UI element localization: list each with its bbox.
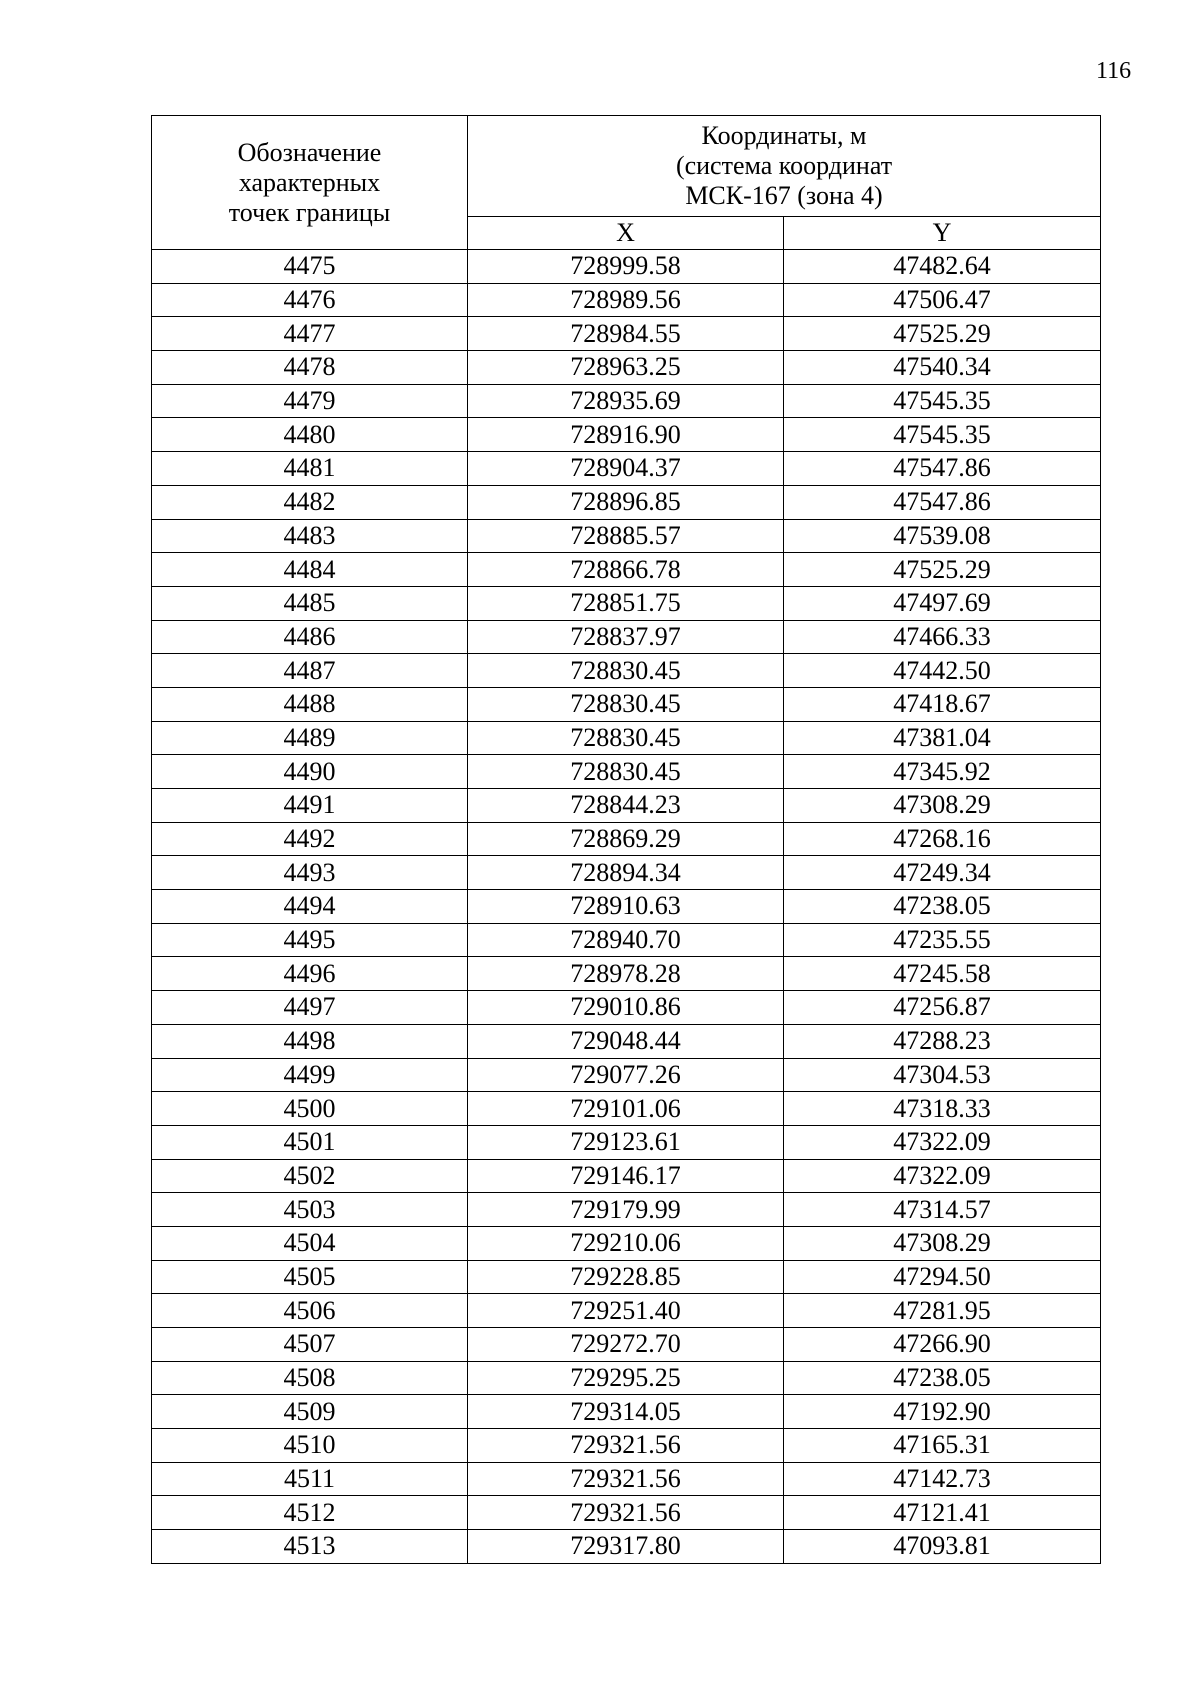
table-row	[152, 620, 1101, 654]
table-row	[152, 1294, 1101, 1328]
point-cell: 4482	[152, 485, 468, 519]
header-point-label-line: характерных	[238, 167, 381, 197]
x-cell: 728999.58	[468, 250, 784, 284]
x-cell: 729228.85	[468, 1260, 784, 1294]
table-row	[152, 822, 1101, 856]
x-cell: 729314.05	[468, 1395, 784, 1429]
y-cell: 47547.86	[784, 452, 1101, 486]
point-cell: 4502	[152, 1159, 468, 1193]
x-cell: 728830.45	[468, 721, 784, 755]
table-row	[152, 1024, 1101, 1058]
x-cell: 728940.70	[468, 923, 784, 957]
y-cell: 47345.92	[784, 755, 1101, 789]
x-cell: 729123.61	[468, 1125, 784, 1159]
point-cell: 4490	[152, 755, 468, 789]
x-cell: 729295.25	[468, 1361, 784, 1395]
point-cell: 4504	[152, 1226, 468, 1260]
point-cell: 4487	[152, 654, 468, 688]
y-cell: 47304.53	[784, 1058, 1101, 1092]
y-cell: 47294.50	[784, 1260, 1101, 1294]
header-point-label	[152, 116, 468, 250]
table-row	[152, 654, 1101, 688]
y-cell: 47547.86	[784, 485, 1101, 519]
y-cell: 47506.47	[784, 283, 1101, 317]
y-cell: 47381.04	[784, 721, 1101, 755]
x-cell: 728844.23	[468, 789, 784, 823]
point-cell: 4491	[152, 789, 468, 823]
table-row	[152, 317, 1101, 351]
x-cell: 728837.97	[468, 620, 784, 654]
y-cell: 47318.33	[784, 1092, 1101, 1126]
header-coordinates	[468, 116, 1101, 217]
x-cell: 728984.55	[468, 317, 784, 351]
table-row	[152, 586, 1101, 620]
x-cell: 728885.57	[468, 519, 784, 553]
point-cell: 4503	[152, 1193, 468, 1227]
point-cell: 4475	[152, 250, 468, 284]
header-coordinates-line: Координаты, м	[701, 121, 867, 150]
table-body	[152, 250, 1101, 1564]
point-cell: 4486	[152, 620, 468, 654]
point-cell: 4510	[152, 1429, 468, 1463]
point-cell: 4476	[152, 283, 468, 317]
table-row	[152, 1125, 1101, 1159]
x-cell: 728869.29	[468, 822, 784, 856]
table-row	[152, 1328, 1101, 1362]
y-cell: 47121.41	[784, 1496, 1101, 1530]
y-cell: 47093.81	[784, 1530, 1101, 1564]
page-number: 116	[1096, 58, 1132, 84]
y-cell: 47525.29	[784, 317, 1101, 351]
y-cell: 47245.58	[784, 957, 1101, 991]
x-cell: 728978.28	[468, 957, 784, 991]
point-cell: 4495	[152, 923, 468, 957]
point-cell: 4509	[152, 1395, 468, 1429]
point-cell: 4489	[152, 721, 468, 755]
point-cell: 4492	[152, 822, 468, 856]
point-cell: 4512	[152, 1496, 468, 1530]
y-cell: 47545.35	[784, 384, 1101, 418]
y-cell: 47281.95	[784, 1294, 1101, 1328]
y-cell: 47238.05	[784, 1361, 1101, 1395]
y-cell: 47256.87	[784, 991, 1101, 1025]
table-row	[152, 1193, 1101, 1227]
point-cell: 4484	[152, 553, 468, 587]
point-cell: 4478	[152, 351, 468, 385]
y-cell: 47268.16	[784, 822, 1101, 856]
x-cell: 728851.75	[468, 586, 784, 620]
table-row	[152, 485, 1101, 519]
y-cell: 47314.57	[784, 1193, 1101, 1227]
y-cell: 47322.09	[784, 1125, 1101, 1159]
header-coordinates-line: МСК-167 (зона 4)	[685, 181, 883, 210]
point-cell: 4505	[152, 1260, 468, 1294]
y-cell: 47266.90	[784, 1328, 1101, 1362]
table-row	[152, 553, 1101, 587]
y-cell: 47235.55	[784, 923, 1101, 957]
table-row	[152, 384, 1101, 418]
point-cell: 4481	[152, 452, 468, 486]
table-row	[152, 957, 1101, 991]
point-cell: 4507	[152, 1328, 468, 1362]
x-cell: 729321.56	[468, 1462, 784, 1496]
point-cell: 4500	[152, 1092, 468, 1126]
table-row	[152, 250, 1101, 284]
table-row	[152, 1530, 1101, 1564]
table-row	[152, 418, 1101, 452]
x-cell: 728963.25	[468, 351, 784, 385]
table-row	[152, 721, 1101, 755]
y-cell: 47466.33	[784, 620, 1101, 654]
x-cell: 728830.45	[468, 687, 784, 721]
table-row	[152, 1260, 1101, 1294]
y-cell: 47482.64	[784, 250, 1101, 284]
y-cell: 47308.29	[784, 1226, 1101, 1260]
point-cell: 4493	[152, 856, 468, 890]
x-cell: 728935.69	[468, 384, 784, 418]
table-row	[152, 283, 1101, 317]
header-axis-y: Y	[784, 217, 1101, 250]
point-cell: 4496	[152, 957, 468, 991]
x-cell: 729251.40	[468, 1294, 784, 1328]
table-row	[152, 1159, 1101, 1193]
y-cell: 47249.34	[784, 856, 1101, 890]
table-row	[152, 1361, 1101, 1395]
point-cell: 4508	[152, 1361, 468, 1395]
x-cell: 729077.26	[468, 1058, 784, 1092]
x-cell: 728896.85	[468, 485, 784, 519]
x-cell: 728904.37	[468, 452, 784, 486]
table-row	[152, 1496, 1101, 1530]
point-cell: 4480	[152, 418, 468, 452]
y-cell: 47525.29	[784, 553, 1101, 587]
x-cell: 729146.17	[468, 1159, 784, 1193]
point-cell: 4498	[152, 1024, 468, 1058]
table-row	[152, 1058, 1101, 1092]
header-axis-x: X	[468, 217, 784, 250]
point-cell: 4506	[152, 1294, 468, 1328]
point-cell: 4483	[152, 519, 468, 553]
x-cell: 729010.86	[468, 991, 784, 1025]
x-cell: 729179.99	[468, 1193, 784, 1227]
x-cell: 729272.70	[468, 1328, 784, 1362]
y-cell: 47308.29	[784, 789, 1101, 823]
x-cell: 728910.63	[468, 890, 784, 924]
y-cell: 47497.69	[784, 586, 1101, 620]
point-cell: 4511	[152, 1462, 468, 1496]
x-cell: 728989.56	[468, 283, 784, 317]
y-cell: 47192.90	[784, 1395, 1101, 1429]
table-row	[152, 1462, 1101, 1496]
table-row	[152, 687, 1101, 721]
table-row	[152, 1226, 1101, 1260]
point-cell: 4494	[152, 890, 468, 924]
point-cell: 4477	[152, 317, 468, 351]
point-cell: 4479	[152, 384, 468, 418]
y-cell: 47442.50	[784, 654, 1101, 688]
y-cell: 47238.05	[784, 890, 1101, 924]
table-row	[152, 890, 1101, 924]
table-row	[152, 452, 1101, 486]
table-header	[152, 116, 1101, 250]
y-cell: 47539.08	[784, 519, 1101, 553]
x-cell: 729321.56	[468, 1429, 784, 1463]
x-cell: 729048.44	[468, 1024, 784, 1058]
y-cell: 47418.67	[784, 687, 1101, 721]
table-row	[152, 1395, 1101, 1429]
x-cell: 728866.78	[468, 553, 784, 587]
point-cell: 4513	[152, 1530, 468, 1564]
table-row	[152, 789, 1101, 823]
table-row	[152, 351, 1101, 385]
y-cell: 47540.34	[784, 351, 1101, 385]
y-cell: 47142.73	[784, 1462, 1101, 1496]
table-row	[152, 1092, 1101, 1126]
table-row	[152, 755, 1101, 789]
header-point-label-line: точек границы	[228, 197, 391, 227]
x-cell: 729101.06	[468, 1092, 784, 1126]
y-cell: 47165.31	[784, 1429, 1101, 1463]
y-cell: 47288.23	[784, 1024, 1101, 1058]
point-cell: 4485	[152, 586, 468, 620]
x-cell: 728894.34	[468, 856, 784, 890]
x-cell: 729317.80	[468, 1530, 784, 1564]
y-cell: 47545.35	[784, 418, 1101, 452]
table-row	[152, 1429, 1101, 1463]
header-coordinates-line: (система координат	[675, 151, 893, 180]
table-row	[152, 856, 1101, 890]
table-row	[152, 923, 1101, 957]
x-cell: 729210.06	[468, 1226, 784, 1260]
header-point-label-line: Обозначение	[237, 137, 382, 167]
y-cell: 47322.09	[784, 1159, 1101, 1193]
point-cell: 4497	[152, 991, 468, 1025]
x-cell: 728830.45	[468, 755, 784, 789]
table-row	[152, 991, 1101, 1025]
point-cell: 4499	[152, 1058, 468, 1092]
x-cell: 728916.90	[468, 418, 784, 452]
table-row	[152, 519, 1101, 553]
point-cell: 4488	[152, 687, 468, 721]
x-cell: 729321.56	[468, 1496, 784, 1530]
x-cell: 728830.45	[468, 654, 784, 688]
point-cell: 4501	[152, 1125, 468, 1159]
coordinates-table	[151, 115, 1101, 1564]
